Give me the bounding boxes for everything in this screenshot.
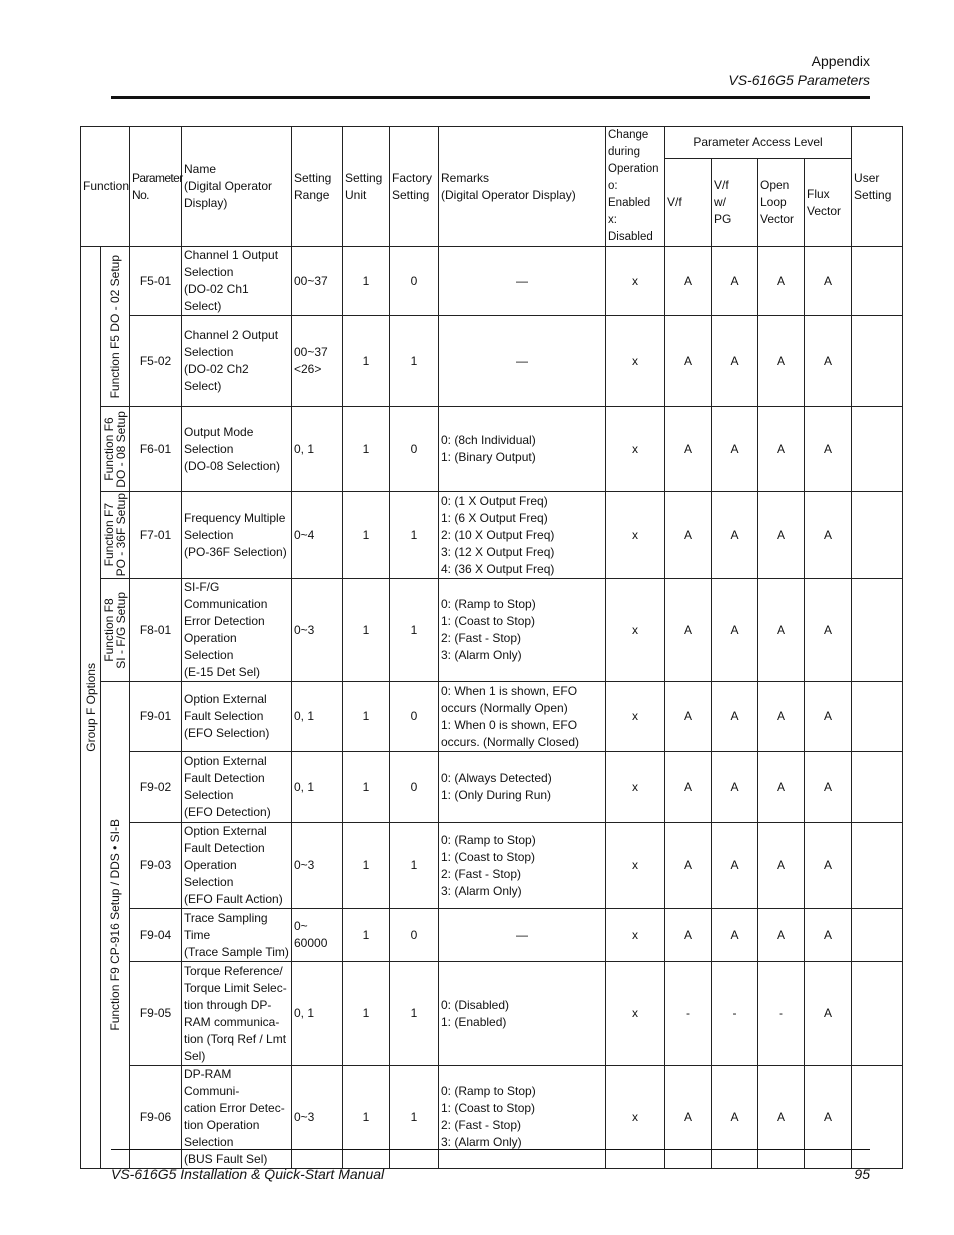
th-user-setting: User Setting [852,127,903,247]
function-label-f9: Function F9 CP-916 Setup / DDS • SI-B [101,682,130,1169]
setting-unit-cell: 1 [343,1066,390,1169]
change-during-operation-cell: x [606,492,665,579]
setting-unit-cell: 1 [343,407,390,492]
access-open-loop-vector-cell: A [758,316,805,407]
user-setting-cell [852,316,903,407]
remarks-cell: 0: (Ramp to Stop) 1: (Coast to Stop) 2: (Fast - Stop) 3: (Alarm Only) [439,579,606,682]
parameter-no-cell: F8-01 [130,579,182,682]
setting-range-cell: 0~4 [292,492,343,579]
change-during-operation-cell: x [606,1066,665,1169]
table-row [81,909,903,962]
table-row [81,962,903,1066]
access-flux-vector-cell: A [805,316,852,407]
parameter-table [80,126,903,1169]
user-setting-cell [852,823,903,909]
th-name: Name (Digital Operator Display) [182,127,292,247]
factory-setting-cell: 1 [390,962,439,1066]
table-row [81,752,903,823]
user-setting-cell [852,1066,903,1169]
access-open-loop-vector-cell: A [758,1066,805,1169]
parameter-no-cell: F9-01 [130,682,182,752]
remarks-cell: — [439,909,606,962]
parameter-no-cell: F9-06 [130,1066,182,1169]
th-parameter-access-level: Parameter Access Level [665,127,852,159]
access-vf-cell: A [665,823,712,909]
name-cell: SI-F/G Communication Error Detection Operation Selection (E-15 Det Sel) [182,579,292,682]
setting-unit-cell: 1 [343,752,390,823]
factory-setting-cell: 1 [390,492,439,579]
change-during-operation-cell: x [606,823,665,909]
th-parameter-no: Parameter No. [130,127,182,247]
table-row [81,492,903,579]
access-flux-vector-cell: A [805,962,852,1066]
access-open-loop-vector-cell: A [758,492,805,579]
table-row [81,682,903,752]
name-cell: Option External Fault Detection Selection (EFO Detection) [182,752,292,823]
setting-range-cell: 0~ 60000 [292,909,343,962]
setting-range-cell: 0, 1 [292,962,343,1066]
footer-page-number: 95 [854,1166,870,1182]
access-vf-cell: A [665,579,712,682]
access-vf-pg-cell: A [712,407,758,492]
remarks-cell: 0: (Always Detected) 1: (Only During Run) [439,752,606,823]
name-cell: Channel 2 Output Selection (DO-02 Ch2 Select) [182,316,292,407]
access-open-loop-vector-cell: A [758,247,805,316]
name-cell: Option External Fault Detection Operation Selection (EFO Fault Action) [182,823,292,909]
access-vf-cell: A [665,316,712,407]
table-row [81,316,903,407]
setting-range-cell: 0~3 [292,1066,343,1169]
setting-range-cell: 00~37 <26> [292,316,343,407]
table-row [81,823,903,909]
change-during-operation-cell: x [606,752,665,823]
parameter-no-cell: F9-02 [130,752,182,823]
remarks-cell: 0: (Ramp to Stop) 1: (Coast to Stop) 2: (Fast - Stop) 3: (Alarm Only) [439,1066,606,1169]
user-setting-cell [852,579,903,682]
setting-range-cell: 0~3 [292,823,343,909]
function-label-f6: Function F6 DO - 08 Setup [101,407,130,492]
name-cell: Output Mode Selection (DO-08 Selection) [182,407,292,492]
access-flux-vector-cell: A [805,1066,852,1169]
setting-unit-cell: 1 [343,316,390,407]
access-vf-cell: A [665,909,712,962]
name-cell: DP-RAM Communi- cation Error Detec- tion Operation Selection (BUS Fault Sel) [182,1066,292,1169]
setting-range-cell: 0, 1 [292,682,343,752]
parameter-no-cell: F9-04 [130,909,182,962]
remarks-cell: 0: (Disabled) 1: (Enabled) [439,962,606,1066]
access-flux-vector-cell: A [805,682,852,752]
remarks-cell: 0: (8ch Individual) 1: (Binary Output) [439,407,606,492]
access-vf-pg-cell: A [712,316,758,407]
th-remarks: Remarks (Digital Operator Display) [439,127,606,247]
factory-setting-cell: 0 [390,909,439,962]
access-flux-vector-cell: A [805,247,852,316]
access-vf-pg-cell: A [712,682,758,752]
user-setting-cell [852,682,903,752]
footer-manual-title: VS-616G5 Installation & Quick-Start Manual [111,1166,385,1182]
factory-setting-cell: 1 [390,316,439,407]
setting-range-cell: 00~37 [292,247,343,316]
change-during-operation-cell: x [606,962,665,1066]
access-flux-vector-cell: A [805,579,852,682]
access-vf-pg-cell: A [712,823,758,909]
user-setting-cell [852,962,903,1066]
user-setting-cell [852,492,903,579]
user-setting-cell [852,407,903,492]
table-row [81,247,903,316]
parameter-no-cell: F9-03 [130,823,182,909]
change-during-operation-cell: x [606,909,665,962]
th-setting-unit: Setting Unit [343,127,390,247]
parameter-no-cell: F6-01 [130,407,182,492]
table-row [81,579,903,682]
factory-setting-cell: 1 [390,823,439,909]
name-cell: Trace Sampling Time (Trace Sample Tim) [182,909,292,962]
access-open-loop-vector-cell: A [758,909,805,962]
user-setting-cell [852,247,903,316]
th-change-during-operation: Change during Operation o: Enabled x: Disabled [606,127,665,247]
change-during-operation-cell: x [606,316,665,407]
factory-setting-cell: 1 [390,1066,439,1169]
header-rule [111,96,870,99]
table-row [81,1066,903,1169]
header-subsection: VS-616G5 Parameters [728,72,870,88]
change-during-operation-cell: x [606,682,665,752]
access-vf-pg-cell: A [712,909,758,962]
th-function: Function [81,127,130,247]
access-vf-pg-cell: A [712,247,758,316]
access-open-loop-vector-cell: A [758,407,805,492]
setting-unit-cell: 1 [343,909,390,962]
access-flux-vector-cell: A [805,407,852,492]
access-open-loop-vector-cell: - [758,962,805,1066]
remarks-cell: — [439,316,606,407]
access-vf-cell: A [665,407,712,492]
factory-setting-cell: 1 [390,579,439,682]
access-vf-cell: - [665,962,712,1066]
access-open-loop-vector-cell: A [758,579,805,682]
running-header [728,52,870,90]
change-during-operation-cell: x [606,247,665,316]
setting-unit-cell: 1 [343,492,390,579]
factory-setting-cell: 0 [390,407,439,492]
change-during-operation-cell: x [606,579,665,682]
th-setting-range: Setting Range [292,127,343,247]
access-vf-cell: A [665,682,712,752]
parameter-no-cell: F5-02 [130,316,182,407]
setting-range-cell: 0, 1 [292,752,343,823]
access-vf-pg-cell: - [712,962,758,1066]
access-flux-vector-cell: A [805,492,852,579]
user-setting-cell [852,909,903,962]
th-flux-vector: Flux Vector [805,159,852,247]
setting-range-cell: 0, 1 [292,407,343,492]
function-label-f5: Function F5 DO - 02 Setup [101,247,130,407]
setting-unit-cell: 1 [343,962,390,1066]
access-flux-vector-cell: A [805,909,852,962]
access-vf-cell: A [665,1066,712,1169]
name-cell: Frequency Multiple Selection (PO-36F Selection) [182,492,292,579]
name-cell: Channel 1 Output Selection (DO-02 Ch1 Select) [182,247,292,316]
parameter-no-cell: F7-01 [130,492,182,579]
group-label: Group F Options [81,247,101,1169]
factory-setting-cell: 0 [390,682,439,752]
access-open-loop-vector-cell: A [758,752,805,823]
access-vf-pg-cell: A [712,579,758,682]
access-vf-pg-cell: A [712,752,758,823]
factory-setting-cell: 0 [390,752,439,823]
access-flux-vector-cell: A [805,823,852,909]
footer-rule [111,1149,870,1150]
th-open-loop-vector: Open Loop Vector [758,159,805,247]
remarks-cell: 0: (Ramp to Stop) 1: (Coast to Stop) 2: (Fast - Stop) 3: (Alarm Only) [439,823,606,909]
function-label-f8: Function F8 SI - F/G Setup [101,579,130,682]
table-row [81,407,903,492]
th-vf-with-pg: V/f w/ PG [712,159,758,247]
parameter-no-cell: F5-01 [130,247,182,316]
setting-unit-cell: 1 [343,682,390,752]
remarks-cell: 0: (1 X Output Freq) 1: (6 X Output Freq) 2: (10 X Output Freq) 3: (12 X Output Freq) 4: (36 X Output Freq) [439,492,606,579]
access-open-loop-vector-cell: A [758,823,805,909]
remarks-cell: — [439,247,606,316]
setting-unit-cell: 1 [343,247,390,316]
setting-unit-cell: 1 [343,579,390,682]
access-vf-pg-cell: A [712,1066,758,1169]
header-section: Appendix [811,53,870,69]
user-setting-cell [852,752,903,823]
name-cell: Option External Fault Selection (EFO Selection) [182,682,292,752]
access-vf-cell: A [665,247,712,316]
factory-setting-cell: 0 [390,247,439,316]
access-flux-vector-cell: A [805,752,852,823]
change-during-operation-cell: x [606,407,665,492]
access-vf-pg-cell: A [712,492,758,579]
th-factory-setting: Factory Setting [390,127,439,247]
setting-range-cell: 0~3 [292,579,343,682]
name-cell: Torque Reference/ Torque Limit Selec- tion through DP- RAM communica- tion (Torq Ref / Lmt Sel) [182,962,292,1066]
access-vf-cell: A [665,492,712,579]
setting-unit-cell: 1 [343,823,390,909]
function-label-f7: Function F7 PO - 36F Setup [102,493,128,577]
remarks-cell: 0: When 1 is shown, EFO occurs (Normally Open) 1: When 0 is shown, EFO occurs. (Normally Closed) [439,682,606,752]
access-vf-cell: A [665,752,712,823]
parameter-no-cell: F9-05 [130,962,182,1066]
access-open-loop-vector-cell: A [758,682,805,752]
th-vf: V/f [665,159,712,247]
